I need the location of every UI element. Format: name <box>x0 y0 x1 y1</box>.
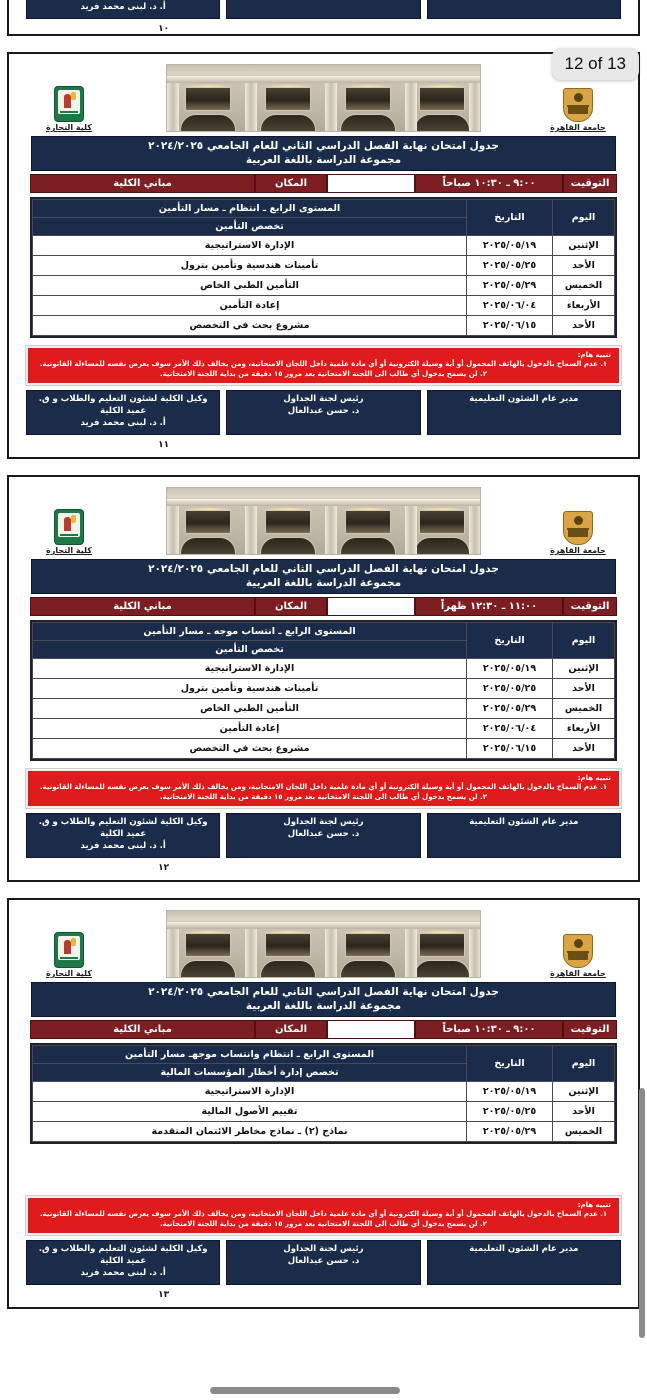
cell-course: إعادة التأمين <box>33 718 467 738</box>
signature-box <box>427 813 621 858</box>
specialization-header: تخصص إدارة أخطار المؤسسات المالية <box>33 1063 467 1081</box>
page-header <box>16 62 631 135</box>
signature-box <box>226 813 420 858</box>
page-header <box>16 908 631 981</box>
level-track-header: المستوى الرابع ـ انتظام ـ مسار التأمين <box>33 200 467 218</box>
table-row <box>33 678 615 698</box>
schedule-table-wrap <box>30 620 617 761</box>
cell-day: الخميس <box>553 276 615 296</box>
table-row <box>33 276 615 296</box>
column-header-day: اليوم <box>553 622 615 658</box>
time-value: ٩:٠٠ ـ ١٠:٣٠ صباحاً <box>415 174 563 193</box>
cell-day: الأحد <box>553 256 615 276</box>
cell-course: التأمين الطبي الخاص <box>33 276 467 296</box>
cell-day: الأربعاء <box>553 718 615 738</box>
signature-name: د. حسن عبدالعال <box>287 1256 360 1267</box>
university-logo-block <box>535 934 621 978</box>
table-row <box>33 738 615 758</box>
signature-row <box>26 1240 621 1285</box>
cell-date: ٢٠٢٥/٠٦/٠٤ <box>467 718 553 738</box>
cell-day: الأحد <box>553 678 615 698</box>
schedule-title-block <box>31 559 616 594</box>
signature-name: د. حسن عبدالعال <box>287 406 360 417</box>
place-label: المكان <box>255 1020 327 1039</box>
page-spacer <box>16 1144 631 1188</box>
warning-item-1: ١. عدم السماح بالدخول بالهاتف المحمول أو أية وسيلة الكترونية أو أي مادة علمية داخل اللجان الامتحانية، ومن يخالف ذلك الأمر سوف يعرض نفسه للمساءلة القانونية. <box>39 360 608 368</box>
signature-row <box>26 390 621 435</box>
signature-role: وكيل الكلية لشئون التعليم والطلاب و ق. عميد الكلية <box>38 394 208 417</box>
cell-course: نماذج (٢) ـ نماذج مخاطر الائتمان المتقدمة <box>33 1121 467 1141</box>
specialization-header: تخصص التأمين <box>33 218 467 236</box>
column-header-day: اليوم <box>553 200 615 236</box>
signature-name: أ. د. لبنى محمد فريد <box>80 1 166 12</box>
cell-day: الخميس <box>553 698 615 718</box>
cell-date: ٢٠٢٥/٠٦/١٥ <box>467 738 553 758</box>
cell-day: الإثنين <box>553 1081 615 1101</box>
signature-role: رئيس لجنة الجداول <box>283 1244 364 1255</box>
page-separator <box>0 459 647 475</box>
signature-name: أ. د. لبنى محمد فريد <box>80 1267 166 1278</box>
table-row <box>33 1121 615 1141</box>
cell-date: ٢٠٢٥/٠٦/١٥ <box>467 316 553 336</box>
warning-item-2: ٢. لن يسمح بدخول أي طالب الى اللجنة الامتحانية بعد مرور ١٥ دقيقة من بداية اللجنة الامتحانية. <box>160 370 487 379</box>
signature-box <box>26 390 220 435</box>
university-caption: جامعة القاهرة <box>550 545 606 555</box>
table-row <box>33 1081 615 1101</box>
signature-box <box>427 1240 621 1285</box>
page-indicator: 12 of 13 <box>552 48 639 80</box>
cairo-university-emblem <box>563 88 593 122</box>
time-value: ٩:٠٠ ـ ١٠:٣٠ صباحاً <box>415 1020 563 1039</box>
document-page <box>7 52 640 459</box>
signature-box <box>427 0 621 19</box>
signature-name <box>229 0 417 2</box>
signature-box <box>26 1240 220 1285</box>
document-page <box>7 898 640 1309</box>
signature-box <box>226 0 420 19</box>
cell-date: ٢٠٢٥/٠٥/٢٩ <box>467 1121 553 1141</box>
horizontal-scrollbar[interactable] <box>210 1387 400 1394</box>
warning-item-2: ٢. لن يسمح بدخول أي طالب الى اللجنة الامتحانية بعد مرور ١٥ دقيقة من بداية اللجنة الامتحانية. <box>160 793 487 802</box>
warning-title: تنبيه هام: <box>577 773 611 782</box>
university-building-photo <box>166 64 481 132</box>
faculty-logo-block <box>26 932 112 978</box>
signature-name: أ. د. لبنى محمد فريد <box>80 418 166 429</box>
signature-box <box>226 1240 420 1285</box>
place-value: مباني الكلية <box>30 174 255 193</box>
table-row <box>33 718 615 738</box>
signature-row <box>26 0 621 19</box>
signature-box <box>226 390 420 435</box>
schedule-title-block <box>31 136 616 171</box>
university-building-photo <box>166 910 481 978</box>
cell-course: إعادة التأمين <box>33 296 467 316</box>
faculty-of-commerce-emblem <box>54 932 84 968</box>
cell-course: تأمينات هندسية وتأمين بترول <box>33 256 467 276</box>
cell-date: ٢٠٢٥/٠٥/٢٩ <box>467 276 553 296</box>
warning-title: تنبيه هام: <box>577 1200 611 1209</box>
cell-date: ٢٠٢٥/٠٥/٢٥ <box>467 678 553 698</box>
schedule-title-line1: جدول امتحان نهاية الفصل الدراسي الثاني للعام الجامعي ٢٠٢٤/٢٠٢٥ <box>148 562 499 575</box>
signature-box <box>26 0 220 19</box>
table-row <box>33 1101 615 1121</box>
column-header-day: اليوم <box>553 1045 615 1081</box>
signature-role: وكيل الكلية لشئون التعليم والطلاب و ق. عميد الكلية <box>38 1244 208 1267</box>
schedule-title-line1: جدول امتحان نهاية الفصل الدراسي الثاني للعام الجامعي ٢٠٢٤/٢٠٢٥ <box>148 985 499 998</box>
schedule-title-block <box>31 982 616 1017</box>
level-track-header: المستوى الرابع ـ انتظام وانتساب موجهـ مسار التأمين <box>33 1045 467 1063</box>
signature-role: مدير عام الشئون التعليمية <box>469 1244 579 1255</box>
signature-box <box>26 813 220 858</box>
cell-day: الخميس <box>553 1121 615 1141</box>
cell-day: الأحد <box>553 316 615 336</box>
cell-course: التأمين الطبي الخاص <box>33 698 467 718</box>
signature-role: رئيس لجنة الجداول <box>283 394 364 405</box>
cell-course: الإدارة الاستراتيجية <box>33 236 467 256</box>
faculty-of-commerce-emblem <box>54 509 84 545</box>
page-number: ١٣ <box>158 1289 170 1300</box>
signature-box <box>427 390 621 435</box>
level-track-header: المستوى الرابع ـ انتساب موجه ـ مسار التأمين <box>33 622 467 640</box>
warning-item-1: ١. عدم السماح بالدخول بالهاتف المحمول أو أية وسيلة الكترونية أو أي مادة علمية داخل اللجان الامتحانية، ومن يخالف ذلك الأمر سوف يعرض نفسه للمساءلة القانونية. <box>39 1209 608 1218</box>
signature-role: وكيل الكلية لشئون التعليم والطلاب و ق. عميد الكلية <box>38 817 208 840</box>
table-row <box>33 256 615 276</box>
cairo-university-emblem <box>563 511 593 545</box>
cell-course: تقييم الأصول المالية <box>33 1101 467 1121</box>
time-place-row <box>30 174 617 193</box>
university-caption: جامعة القاهرة <box>550 123 606 132</box>
time-label: التوقيت <box>563 1020 617 1039</box>
university-building-photo <box>166 487 481 555</box>
place-value: مباني الكلية <box>30 597 255 616</box>
document-page <box>7 475 640 882</box>
cell-date: ٢٠٢٥/٠٥/٢٥ <box>467 1101 553 1121</box>
time-label: التوقيت <box>563 174 617 193</box>
schedule-table-wrap <box>30 197 617 338</box>
signature-role: مدير عام الشئون التعليمية <box>469 817 579 828</box>
vertical-scrollbar[interactable] <box>639 1088 645 1338</box>
signature-name: أ. د. لبنى محمد فريد <box>80 841 166 852</box>
cell-day: الإثنين <box>553 236 615 256</box>
blank-field <box>327 174 415 193</box>
place-label: المكان <box>255 174 327 193</box>
faculty-of-commerce-emblem <box>54 86 84 122</box>
time-place-row <box>30 1020 617 1039</box>
cell-course: الإدارة الاستراتيجية <box>33 658 467 678</box>
time-value: ١١:٠٠ ـ ١٢:٣٠ ظهراً <box>415 597 563 616</box>
warning-title: تنبيه هام: <box>577 351 611 359</box>
page-header <box>16 485 631 558</box>
place-value: مباني الكلية <box>30 1020 255 1039</box>
cell-date: ٢٠٢٥/٠٥/١٩ <box>467 1081 553 1101</box>
cell-course: تأمينات هندسية وتأمين بترول <box>33 678 467 698</box>
column-header-date: التاريخ <box>467 622 553 658</box>
schedule-title-line2: مجموعة الدراسة باللغة العربية <box>245 576 402 589</box>
table-row <box>33 698 615 718</box>
cell-day: الأحد <box>553 738 615 758</box>
table-row <box>33 316 615 336</box>
signature-role: مدير عام الشئون التعليمية <box>469 394 579 405</box>
schedule-table-wrap <box>30 1043 617 1144</box>
cell-course: مشروع بحث في التخصص <box>33 316 467 336</box>
signature-name: د. حسن عبدالعال <box>287 829 360 840</box>
faculty-caption: كلية التجارة <box>46 545 92 555</box>
place-label: المكان <box>255 597 327 616</box>
faculty-caption: كلية التجارة <box>46 123 92 132</box>
warning-item-2: ٢. لن يسمح بدخول أي طالب الى اللجنة الامتحانية بعد مرور ١٥ دقيقة من بداية اللجنة الامتحانية. <box>160 1220 487 1229</box>
cell-day: الأحد <box>553 1101 615 1121</box>
cell-day: الأربعاء <box>553 296 615 316</box>
page-separator <box>0 882 647 898</box>
schedule-title-line1: جدول امتحان نهاية الفصل الدراسي الثاني للعام الجامعي ٢٠٢٤/٢٠٢٥ <box>148 140 499 152</box>
exam-warning-banner <box>26 346 621 385</box>
exam-warning-banner <box>26 769 621 808</box>
page-number: ١١ <box>158 439 170 450</box>
table-row <box>33 658 615 678</box>
cairo-university-emblem <box>563 934 593 968</box>
blank-field <box>327 597 415 616</box>
exam-warning-banner <box>26 1196 621 1235</box>
blank-field <box>327 1020 415 1039</box>
specialization-header: تخصص التأمين <box>33 640 467 658</box>
document-page-partial-top <box>7 0 640 36</box>
cell-day: الإثنين <box>553 658 615 678</box>
signature-role: رئيس لجنة الجداول <box>283 817 364 828</box>
cell-course: الإدارة الاستراتيجية <box>33 1081 467 1101</box>
cell-date: ٢٠٢٥/٠٥/٢٩ <box>467 698 553 718</box>
page-number: ١٢ <box>158 862 170 873</box>
time-place-row <box>30 597 617 616</box>
schedule-title-line2: مجموعة الدراسة باللغة العربية <box>245 154 402 166</box>
table-row <box>33 236 615 256</box>
university-logo-block <box>535 88 621 132</box>
page-number: ١٠ <box>158 23 170 34</box>
cell-date: ٢٠٢٥/٠٥/٢٥ <box>467 256 553 276</box>
page-separator <box>0 36 647 52</box>
university-logo-block <box>535 511 621 555</box>
faculty-logo-block <box>26 509 112 555</box>
cell-date: ٢٠٢٥/٠٥/١٩ <box>467 658 553 678</box>
cell-course: مشروع بحث في التخصص <box>33 738 467 758</box>
schedule-title-line2: مجموعة الدراسة باللغة العربية <box>245 999 402 1012</box>
warning-item-1: ١. عدم السماح بالدخول بالهاتف المحمول أو أية وسيلة الكترونية أو أي مادة علمية داخل اللجان الامتحانية، ومن يخالف ذلك الأمر سوف يعرض نفسه للمساءلة القانونية. <box>39 782 608 791</box>
faculty-logo-block <box>26 86 112 132</box>
signature-row <box>26 813 621 858</box>
pages-host <box>0 52 647 1309</box>
university-caption: جامعة القاهرة <box>550 968 606 978</box>
cell-date: ٢٠٢٥/٠٦/٠٤ <box>467 296 553 316</box>
time-label: التوقيت <box>563 597 617 616</box>
faculty-caption: كلية التجارة <box>46 968 92 978</box>
table-row <box>33 296 615 316</box>
cell-date: ٢٠٢٥/٠٥/١٩ <box>467 236 553 256</box>
column-header-date: التاريخ <box>467 1045 553 1081</box>
column-header-date: التاريخ <box>467 200 553 236</box>
